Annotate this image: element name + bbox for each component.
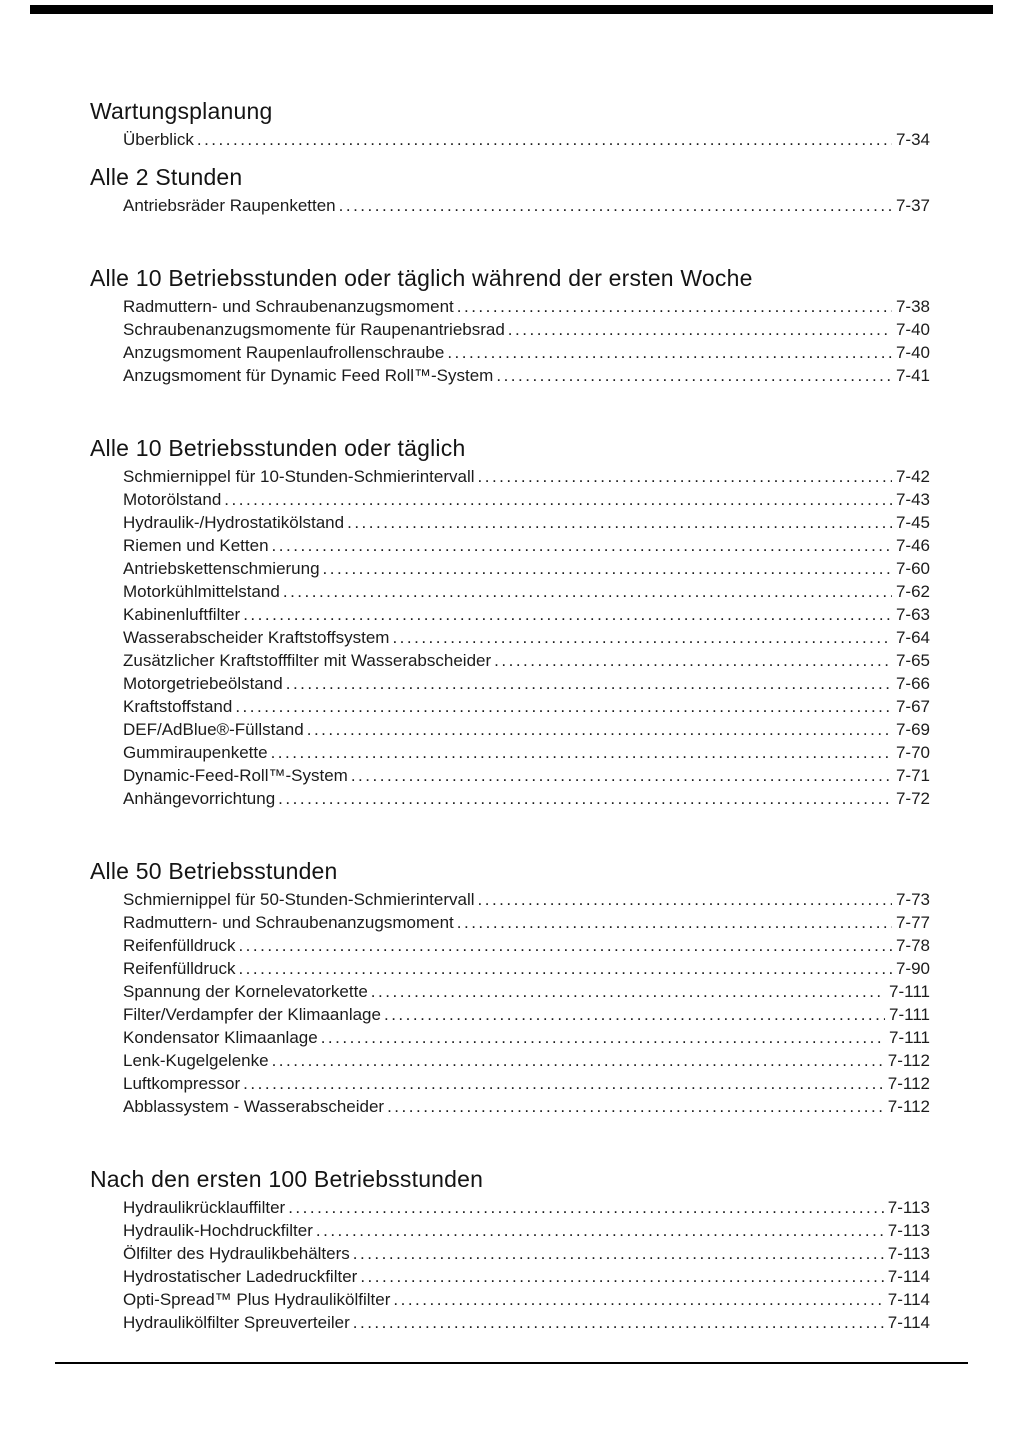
entry-label: Gummiraupenkette <box>123 743 268 762</box>
entry-label: Überblick <box>123 130 194 149</box>
entry-page-number: 7-113 <box>887 1198 930 1217</box>
dot-leader <box>353 1311 884 1334</box>
dot-leader <box>321 1026 885 1049</box>
toc-entry <box>90 1003 930 1026</box>
toc-entry <box>90 1311 930 1334</box>
dot-leader <box>347 511 892 534</box>
toc-entry <box>90 128 930 151</box>
toc-entry <box>90 1196 930 1219</box>
dot-leader <box>243 1072 884 1095</box>
entry-page-number: 7-114 <box>887 1267 930 1286</box>
dot-leader <box>360 1265 883 1288</box>
dot-leader <box>224 488 892 511</box>
toc-entry <box>90 787 930 810</box>
entry-page-number: 7-60 <box>895 559 930 578</box>
entry-label: Wasserabscheider Kraftstoffsystem <box>123 628 390 647</box>
entry-page-number: 7-64 <box>895 628 930 647</box>
entry-page-number: 7-67 <box>895 697 930 716</box>
dot-leader <box>457 295 892 318</box>
toc-section <box>90 858 930 1118</box>
dot-leader <box>278 787 892 810</box>
top-rule <box>30 5 993 14</box>
entry-page-number: 7-112 <box>887 1051 930 1070</box>
entry-label: Hydraulikölfilter Spreuverteiler <box>123 1313 350 1332</box>
dot-leader <box>494 649 892 672</box>
toc-entry <box>90 318 930 341</box>
entry-page-number: 7-40 <box>895 320 930 339</box>
toc-entry <box>90 1242 930 1265</box>
toc-entry <box>90 341 930 364</box>
toc-section <box>90 98 930 151</box>
dot-leader <box>238 957 892 980</box>
toc-entry <box>90 488 930 511</box>
entry-label: Hydrostatischer Ladedruckfilter <box>123 1267 358 1286</box>
entry-page-number: 7-70 <box>895 743 930 762</box>
dot-leader <box>457 911 892 934</box>
entry-page-number: 7-71 <box>895 766 930 785</box>
entry-label: Antriebsräder Raupenketten <box>123 196 336 215</box>
toc-entry <box>90 1265 930 1288</box>
toc-entry <box>90 1288 930 1311</box>
entry-page-number: 7-111 <box>889 982 930 1001</box>
section-title: Alle 2 Stunden <box>90 164 243 190</box>
entry-label: Anzugsmoment Raupenlaufrollenschraube <box>123 343 445 362</box>
toc-entry <box>90 1049 930 1072</box>
dot-leader <box>283 580 892 603</box>
dot-leader <box>316 1219 884 1242</box>
entry-page-number: 7-45 <box>895 513 930 532</box>
entry-page-number: 7-114 <box>887 1290 930 1309</box>
entry-page-number: 7-38 <box>895 297 930 316</box>
dot-leader <box>323 557 892 580</box>
entry-label: DEF/AdBlue®-Füllstand <box>123 720 304 739</box>
entry-label: Zusätzlicher Kraftstofffilter mit Wasserabscheider <box>123 651 492 670</box>
entry-page-number: 7-90 <box>895 959 930 978</box>
entry-label: Anhängevorrichtung <box>123 789 276 808</box>
entry-page-number: 7-41 <box>895 366 930 385</box>
dot-leader <box>272 534 892 557</box>
toc-entry <box>90 695 930 718</box>
entry-page-number: 7-62 <box>895 582 930 601</box>
entry-label: Schmiernippel für 10-Stunden-Schmierintervall <box>123 467 475 486</box>
toc-entry <box>90 364 930 387</box>
section-title: Alle 10 Betriebsstunden oder täglich während der ersten Woche <box>90 265 753 291</box>
toc-entry <box>90 295 930 318</box>
toc-section <box>90 164 930 217</box>
entry-label: Reifenfülldruck <box>123 936 236 955</box>
entry-page-number: 7-34 <box>895 130 930 149</box>
entry-label: Riemen und Ketten <box>123 536 269 555</box>
toc-entry <box>90 718 930 741</box>
entry-label: Kondensator Klimaanlage <box>123 1028 318 1047</box>
toc-entry <box>90 465 930 488</box>
entry-label: Kabinenluftfilter <box>123 605 241 624</box>
entry-page-number: 7-111 <box>889 1005 930 1024</box>
dot-leader <box>235 695 892 718</box>
section-title: Nach den ersten 100 Betriebsstunden <box>90 1166 484 1192</box>
dot-leader <box>478 888 892 911</box>
entry-label: Motorgetriebeölstand <box>123 674 283 693</box>
toc-entry <box>90 888 930 911</box>
dot-leader <box>447 341 892 364</box>
entry-label: Spannung der Kornelevatorkette <box>123 982 368 1001</box>
entry-page-number: 7-112 <box>887 1097 930 1116</box>
entry-label: Radmuttern- und Schraubenanzugsmoment <box>123 297 454 316</box>
entry-page-number: 7-78 <box>895 936 930 955</box>
toc-entry <box>90 580 930 603</box>
toc-entry <box>90 194 930 217</box>
entry-page-number: 7-72 <box>895 789 930 808</box>
toc-entry <box>90 626 930 649</box>
dot-leader <box>286 672 892 695</box>
toc-entry <box>90 957 930 980</box>
dot-leader <box>271 741 892 764</box>
dot-leader <box>371 980 885 1003</box>
entry-page-number: 7-73 <box>895 890 930 909</box>
entry-page-number: 7-69 <box>895 720 930 739</box>
entry-label: Antriebskettenschmierung <box>123 559 320 578</box>
section-title: Alle 10 Betriebsstunden oder täglich <box>90 435 466 461</box>
toc-entry <box>90 649 930 672</box>
entry-label: Reifenfülldruck <box>123 959 236 978</box>
entry-page-number: 7-77 <box>895 913 930 932</box>
entry-page-number: 7-40 <box>895 343 930 362</box>
toc-section <box>90 435 930 810</box>
section-title: Wartungsplanung <box>90 98 273 124</box>
toc-entry <box>90 980 930 1003</box>
toc-entry <box>90 603 930 626</box>
entry-label: Kraftstoffstand <box>123 697 233 716</box>
entry-label: Ölfilter des Hydraulikbehälters <box>123 1244 350 1263</box>
dot-leader <box>392 626 892 649</box>
dot-leader <box>307 718 892 741</box>
entry-label: Hydraulikrücklauffilter <box>123 1198 286 1217</box>
dot-leader <box>508 318 892 341</box>
entry-label: Hydraulik-Hochdruckfilter <box>123 1221 313 1240</box>
entry-page-number: 7-113 <box>887 1221 930 1240</box>
dot-leader <box>393 1288 883 1311</box>
entry-page-number: 7-66 <box>895 674 930 693</box>
toc-section <box>90 265 930 387</box>
section-title: Alle 50 Betriebsstunden <box>90 858 338 884</box>
dot-leader <box>238 934 892 957</box>
toc-entry <box>90 672 930 695</box>
entry-page-number: 7-42 <box>895 467 930 486</box>
entry-page-number: 7-43 <box>895 490 930 509</box>
entry-page-number: 7-113 <box>887 1244 930 1263</box>
dot-leader <box>496 364 892 387</box>
entry-page-number: 7-63 <box>895 605 930 624</box>
bottom-rule <box>55 1362 968 1364</box>
entry-page-number: 7-46 <box>895 536 930 555</box>
toc-entry <box>90 1095 930 1118</box>
dot-leader <box>387 1095 884 1118</box>
dot-leader <box>339 194 892 217</box>
dot-leader <box>197 128 892 151</box>
dot-leader <box>353 1242 884 1265</box>
toc-entry <box>90 764 930 787</box>
entry-label: Motorölstand <box>123 490 222 509</box>
entry-label: Lenk-Kugelgelenke <box>123 1051 269 1070</box>
toc-entry <box>90 741 930 764</box>
toc-entry <box>90 911 930 934</box>
dot-leader <box>243 603 892 626</box>
toc-entry <box>90 557 930 580</box>
entry-page-number: 7-111 <box>889 1028 930 1047</box>
toc-entry <box>90 1026 930 1049</box>
entry-label: Schmiernippel für 50-Stunden-Schmierintervall <box>123 890 475 909</box>
entry-label: Opti-Spread™ Plus Hydraulikölfilter <box>123 1290 391 1309</box>
toc-entry <box>90 534 930 557</box>
entry-label: Anzugsmoment für Dynamic Feed Roll™-System <box>123 366 494 385</box>
toc-content <box>90 98 930 1334</box>
toc-entry <box>90 511 930 534</box>
entry-label: Hydraulik-/Hydrostatikölstand <box>123 513 345 532</box>
dot-leader <box>272 1049 884 1072</box>
dot-leader <box>384 1003 885 1026</box>
entry-label: Radmuttern- und Schraubenanzugsmoment <box>123 913 454 932</box>
entry-label: Luftkompressor <box>123 1074 241 1093</box>
entry-page-number: 7-112 <box>887 1074 930 1093</box>
entry-label: Filter/Verdampfer der Klimaanlage <box>123 1005 381 1024</box>
dot-leader <box>288 1196 884 1219</box>
dot-leader <box>351 764 892 787</box>
entry-label: Abblassystem - Wasserabscheider <box>123 1097 385 1116</box>
dot-leader <box>478 465 892 488</box>
toc-entry <box>90 934 930 957</box>
toc-section <box>90 1166 930 1334</box>
entry-page-number: 7-65 <box>895 651 930 670</box>
entry-page-number: 7-114 <box>887 1313 930 1332</box>
toc-entry <box>90 1072 930 1095</box>
toc-entry <box>90 1219 930 1242</box>
entry-label: Schraubenanzugsmomente für Raupenantriebsrad <box>123 320 505 339</box>
entry-label: Dynamic-Feed-Roll™-System <box>123 766 348 785</box>
entry-page-number: 7-37 <box>895 196 930 215</box>
entry-label: Motorkühlmittelstand <box>123 582 280 601</box>
